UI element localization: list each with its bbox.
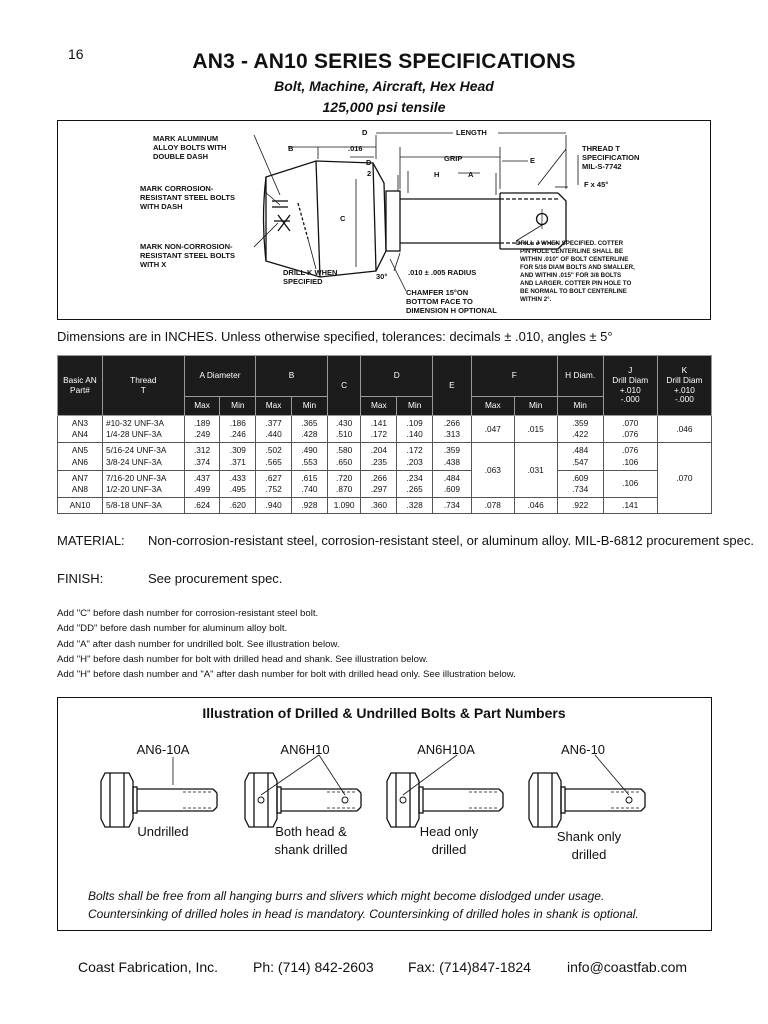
illustration-title: Illustration of Drilled & Undrilled Bolts & Part Numbers xyxy=(202,705,566,721)
mark-corrosion-line1: MARK CORROSION- xyxy=(140,184,214,193)
cell-thread: #10-32 UNF-3A 1/4-28 UNF-3A xyxy=(102,416,184,443)
cell-d-max: .141 .172 xyxy=(361,416,397,443)
bolt-dimension-diagram xyxy=(57,120,711,320)
cell-d-max: .266 .297 xyxy=(361,470,397,497)
mark-noncorrosion-line2: RESISTANT STEEL BOLTS xyxy=(140,251,236,260)
header-a-max: Max xyxy=(184,397,220,416)
cell-b-min: .928 xyxy=(292,498,328,514)
cell-b-min: .490 .553 xyxy=(292,443,328,470)
diagram-label-h: H xyxy=(434,170,440,179)
header-d-max: Max xyxy=(361,397,397,416)
cell-part: AN10 xyxy=(58,498,103,514)
cell-c: .580 .650 xyxy=(327,443,361,470)
footer-email[interactable]: info@coastfab.com xyxy=(567,959,688,975)
finish-label: FINISH: xyxy=(57,571,104,586)
drill-j-line8: WITHIN 2°. xyxy=(520,296,552,303)
page-number: 16 xyxy=(68,46,84,62)
drill-j-line5: AND WITHIN .015" FOR 3/8 BOLTS xyxy=(520,272,622,279)
cell-j: .141 xyxy=(603,498,657,514)
header-k: K Drill Diam +.010 -.000 xyxy=(657,356,711,416)
header-b-min: Min xyxy=(292,397,328,416)
ordering-notes xyxy=(57,606,516,682)
footer-phone: Ph: (714) 842-2603 xyxy=(253,959,374,975)
header-a-min: Min xyxy=(220,397,256,416)
table-row xyxy=(58,416,712,443)
mark-noncorrosion-line3: WITH X xyxy=(140,260,167,269)
cell-a-min: .433 .495 xyxy=(220,470,256,497)
thread-t-line1: THREAD T xyxy=(582,144,620,153)
note-item: Add "H" before dash number and "A" after dash number for bolt with drilled head only. See illustration below. xyxy=(57,669,516,681)
cell-c: .720 .870 xyxy=(327,470,361,497)
cell-d-max: .204 .235 xyxy=(361,443,397,470)
cell-e: .359 .438 xyxy=(433,443,472,470)
material-label: MATERIAL: xyxy=(57,533,125,548)
drilling-disclaimer: Bolts shall be free from all hanging burrs and slivers which might become dislodged under usage. Countersinking of drilled holes in head is mandatory. Countersinking of drilled holes in shank is optional. xyxy=(88,889,639,921)
mark-noncorrosion-line1: MARK NON-CORROSION- xyxy=(140,242,233,251)
header-b-max: Max xyxy=(256,397,292,416)
cell-f-min: .031 xyxy=(514,443,557,498)
diagram-label-f: F x 45° xyxy=(584,180,609,189)
spec-table xyxy=(57,355,712,514)
cell-b-max: .940 xyxy=(256,498,292,514)
cell-h-min: .609 .734 xyxy=(557,470,603,497)
cell-a-max: .312 .374 xyxy=(184,443,220,470)
thread-t-line3: MIL-S-7742 xyxy=(582,162,622,171)
part-number-label: AN6-10 xyxy=(560,742,606,757)
drill-k-line1: DRILL K WHEN xyxy=(283,268,338,277)
table-row xyxy=(58,470,712,497)
cell-d-max: .360 xyxy=(361,498,397,514)
cell-b-min: .365 .428 xyxy=(292,416,328,443)
bolt-caption: Undrilled xyxy=(137,824,189,839)
header-b: B xyxy=(256,356,328,397)
cell-thread: 5/8-18 UNF-3A xyxy=(102,498,184,514)
chamfer-line3: DIMENSION H OPTIONAL xyxy=(406,306,497,315)
cell-e: .266 .313 xyxy=(433,416,472,443)
drill-j-line7: BE NORMAL TO BOLT CENTERLINE xyxy=(520,288,627,295)
cell-b-max: .502 .565 xyxy=(256,443,292,470)
cell-b-min: .615 .740 xyxy=(292,470,328,497)
cell-j: .070 .076 xyxy=(603,416,657,443)
diagram-label-d-half-den: 2 xyxy=(367,169,372,178)
cell-d-min: .109 .140 xyxy=(397,416,433,443)
cell-a-min: .186 .246 xyxy=(220,416,256,443)
cell-h-min: .484 .547 xyxy=(557,443,603,470)
cell-part: AN3 AN4 xyxy=(58,416,103,443)
cell-f-max: .063 xyxy=(471,443,514,498)
diagram-label-e: E xyxy=(530,156,536,165)
cell-a-max: .624 xyxy=(184,498,220,514)
bolt-caption: Head only drilled xyxy=(419,824,479,857)
mark-aluminum-line3: DOUBLE DASH xyxy=(153,152,209,161)
mark-aluminum-line1: MARK ALUMINUM xyxy=(153,134,219,143)
header-thread: Thread T xyxy=(102,356,184,416)
part-number-label: AN6-10A xyxy=(136,742,190,757)
diagram-label-d: D xyxy=(362,128,368,137)
note-item: Add "H" before dash number for bolt with drilled head and shank. See illustration below. xyxy=(57,653,429,665)
mark-corrosion-line2: RESISTANT STEEL BOLTS xyxy=(140,193,236,202)
drill-j-line4: FOR 5/16 DIAM BOLTS AND SMALLER, xyxy=(520,264,635,271)
cell-a-max: .437 .499 xyxy=(184,470,220,497)
cell-j: .106 xyxy=(603,470,657,497)
table-header-row xyxy=(58,356,712,397)
note-item: Add "DD" before dash number for aluminum alloy bolt. xyxy=(57,623,288,635)
footer-company: Coast Fabrication, Inc. xyxy=(78,959,219,975)
header-part: Basic AN Part# xyxy=(58,356,103,416)
cell-e: .484 .609 xyxy=(433,470,472,497)
diagram-label-a: A xyxy=(468,170,474,179)
cell-j: .076 .106 xyxy=(603,443,657,470)
cell-e: .734 xyxy=(433,498,472,514)
bolt-caption: Both head & shank drilled xyxy=(274,824,348,857)
note-item: Add "A" after dash number for undrilled bolt. See illustration below. xyxy=(57,638,340,650)
note-item: Add "C" before dash number for corrosion-resistant steel bolt. xyxy=(57,608,319,619)
header-e: E xyxy=(433,356,472,416)
bolt-undrilled-drawing xyxy=(101,757,217,827)
header-h-min: Min xyxy=(557,397,603,416)
dimensions-note: Dimensions are in INCHES. Unless otherwise specified, tolerances: decimals ± .010, angles ± 5° xyxy=(57,329,613,344)
mark-aluminum-line2: ALLOY BOLTS WITH xyxy=(153,143,227,152)
cell-c: 1.090 xyxy=(327,498,361,514)
cell-a-min: .309 .371 xyxy=(220,443,256,470)
cell-a-min: .620 xyxy=(220,498,256,514)
material-text: Non-corrosion-resistant steel, corrosion-resistant steel, or aluminum alloy. MIL-B-6812 procurement spec. xyxy=(148,533,754,548)
drill-j-line2: PIN HOLE CENTERLINE SHALL BE xyxy=(520,248,624,255)
part-number-label: AN6H10 xyxy=(280,742,330,757)
bolt-head-and-shank-drilled-drawing xyxy=(245,755,361,827)
header-d-min: Min xyxy=(397,397,433,416)
header-f-min: Min xyxy=(514,397,557,416)
header-j: J Drill Diam +.010 -.000 xyxy=(603,356,657,416)
cell-b-max: .377 .440 xyxy=(256,416,292,443)
header-f: F xyxy=(471,356,557,397)
table-row xyxy=(58,498,712,514)
diagram-label-grip: GRIP xyxy=(444,154,463,163)
diagram-label-c: C xyxy=(340,214,346,223)
cell-h-min: .359 .422 xyxy=(557,416,603,443)
cell-part: AN5 AN6 xyxy=(58,443,103,470)
cell-d-min: .234 .265 xyxy=(397,470,433,497)
diagram-label-length: LENGTH xyxy=(456,128,487,137)
cell-d-min: .328 xyxy=(397,498,433,514)
page-title: AN3 - AN10 SERIES SPECIFICATIONS xyxy=(192,50,576,73)
chamfer-line1: CHAMFER 15°ON xyxy=(406,288,469,297)
cell-c: .430 .510 xyxy=(327,416,361,443)
drill-j-line3: WITHIN .010" OF BOLT CENTERLINE xyxy=(520,256,629,263)
cell-f-max: .047 xyxy=(471,416,514,443)
chamfer-line2: BOTTOM FACE TO xyxy=(406,297,473,306)
finish-text: See procurement spec. xyxy=(148,571,283,586)
bolt-caption: Shank only drilled xyxy=(556,829,622,862)
table-row xyxy=(58,443,712,470)
diagram-label-d-half-num: D xyxy=(366,158,372,167)
cell-k: .046 xyxy=(657,416,711,443)
cell-a-max: .189 .249 xyxy=(184,416,220,443)
diagram-label-b: B xyxy=(288,144,294,153)
cell-thread: 7/16-20 UNF-3A 1/2-20 UNF-3A xyxy=(102,470,184,497)
mark-corrosion-line3: WITH DASH xyxy=(140,202,183,211)
drill-j-line6: AND LARGER. COTTER PIN HOLE TO xyxy=(520,280,632,287)
cell-b-max: .627 .752 xyxy=(256,470,292,497)
diagram-label-30: 30° xyxy=(376,272,388,281)
cell-f-min: .046 xyxy=(514,498,557,514)
part-number-label: AN6H10A xyxy=(417,742,475,757)
diagram-label-016: .016 xyxy=(348,144,363,153)
header-h: H Diam. xyxy=(557,356,603,397)
cell-k: .070 xyxy=(657,443,711,514)
header-a: A Diameter xyxy=(184,356,256,397)
cell-f-max: .078 xyxy=(471,498,514,514)
cell-f-min: .015 xyxy=(514,416,557,443)
cell-d-min: .172 .203 xyxy=(397,443,433,470)
footer-fax: Fax: (714)847-1824 xyxy=(408,959,531,975)
header-d: D xyxy=(361,356,433,397)
cell-thread: 5/16-24 UNF-3A 3/8-24 UNF-3A xyxy=(102,443,184,470)
page-subtitle: Bolt, Machine, Aircraft, Hex Head xyxy=(274,78,494,94)
tensile-rating: 125,000 psi tensile xyxy=(322,99,446,115)
header-f-max: Max xyxy=(471,397,514,416)
cell-h-min: .922 xyxy=(557,498,603,514)
header-c: C xyxy=(327,356,361,416)
thread-t-line2: SPECIFICATION xyxy=(582,153,640,162)
drill-k-line2: SPECIFIED xyxy=(283,277,323,286)
bolt-shank-only-drilled-drawing xyxy=(529,755,645,827)
drill-j-line1: DRILL J WHEN SPECIFIED. COTTER xyxy=(516,240,624,247)
diagram-label-radius: .010 ± .005 RADIUS xyxy=(408,268,477,277)
cell-part: AN7 AN8 xyxy=(58,470,103,497)
bolt-head-only-drilled-drawing xyxy=(387,755,503,827)
